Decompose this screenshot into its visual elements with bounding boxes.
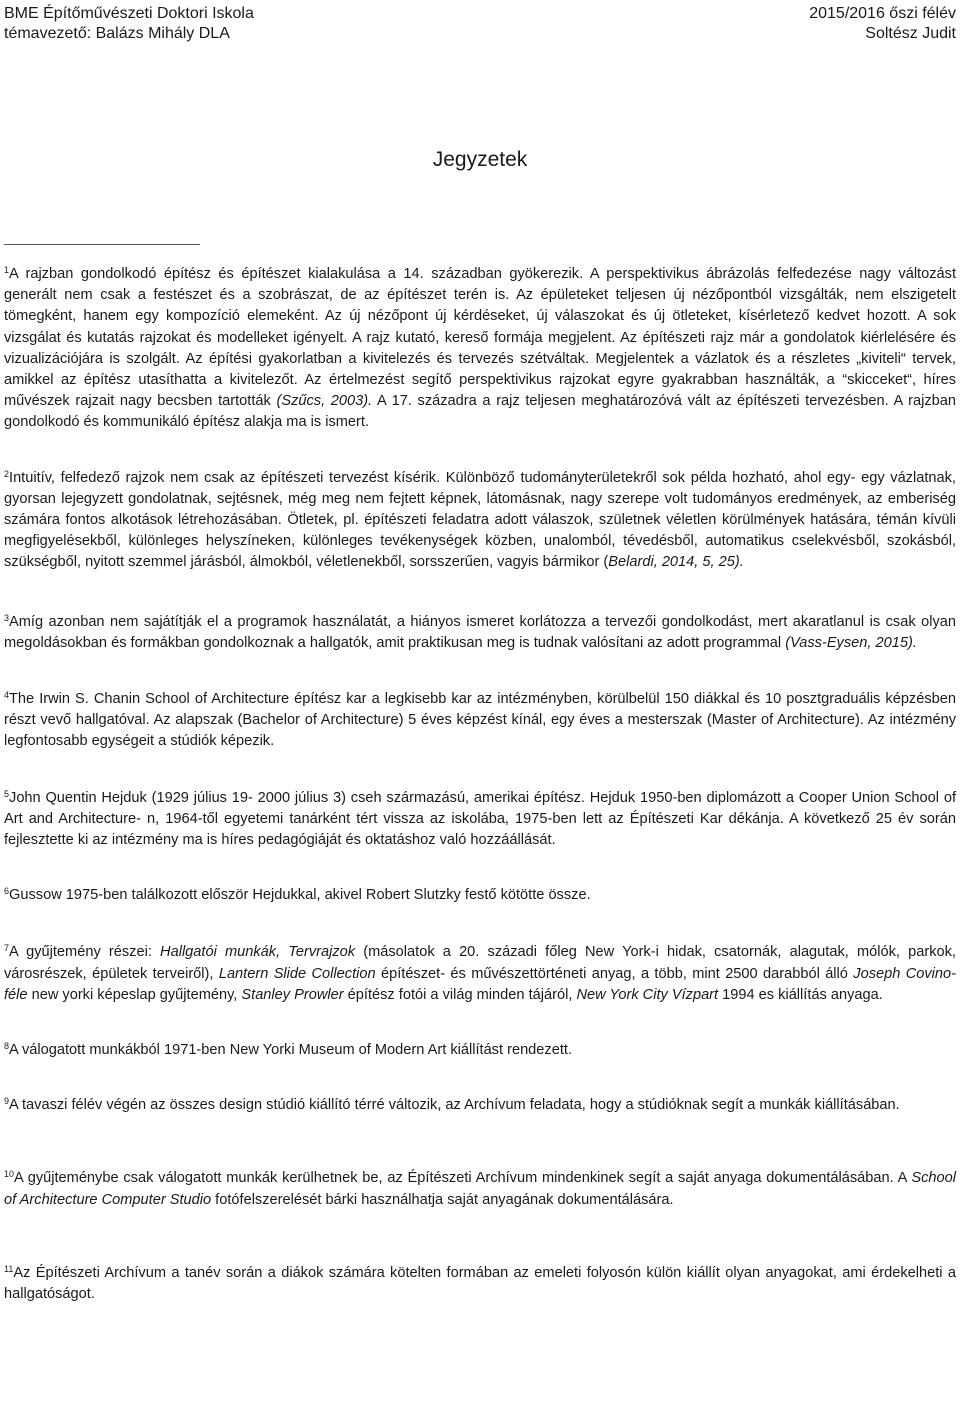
footnote-10: $^{10}$A gyűjteménybe csak válogatott munkák kerülhetnek be, az Építészeti Archívum mindenkinek segít a saját anyaga dokumentálásában. A School of Architecture Computer Studio fotófelszerelését bárki használhatja saját anyagának dokumentálására. — [4, 1169, 956, 1208]
page-header — [0, 0, 960, 50]
footnote-number: 1 — [4, 265, 10, 275]
footnote-8: $^8$A válogatott munkákból 1971-ben New Yorki Museum of Modern Art kiállítást rendezett. — [4, 1041, 572, 1059]
footnote-7: $^7$A gyűjtemény részei: Hallgatói munkák, Tervrajzok (másolatok a 20. századi főleg New York-i hidak, csatornák, alagutak, mólók, parkok, városrészek, épületek terveiről), Lantern Slide Collection építészet- és művészettörténeti anyag, a több, mint 2500 darabból álló Joseph Covino- féle new yorki képeslap gyűjtemény, Stanley Prowler építész fotói a világ minden tájáról, New York City Vízpart 1994 es kiállítás anyaga. — [4, 943, 956, 1003]
header-left — [4, 4, 254, 44]
author-name: Soltész Judit — [865, 25, 956, 42]
footnote-4: $^4$The Irwin S. Chanin School of Architecture építész kar a legkisebb kar az intézményben, körülbelül 150 diákkal és 10 posztgraduális képzésben részt vevő hallgatóval. Az alapszak (Bachelor of Architecture) 5 éves képzést kínál, egy éves a mesterszak (Master of Architecture). Az intézmény legfontosabb egységeit a stúdiók képezik. — [4, 690, 956, 750]
footnote-number: 11 — [4, 1263, 14, 1274]
footnote-number: 5 — [4, 788, 10, 799]
footnote-number: 8 — [4, 1041, 10, 1052]
footnote-1: $^1$A rajzban gondolkodó építész és építészet kialakulása a 14. században gyökerezik. A perspektivikus ábrázolás felfedezése nagy változást generált nem csak a festészet és a szobrászat, de az építészet terén is. Az épületeket teljesen új nézőpontból vizsgálták, nem elszigetelt tömegként, hanem egy kompozíció elemeként. Az új nézőpont új kérdéseket, új válaszokat és új ötleteket, kísérletező kedvet hozott. A sok vizsgálat és kutatás rajzokat és modelleket igényelt. A rajz kutató, kereső formája megjelent. Az építészeti rajz már a gondolatok kiérlelésére és vizualizációjára is szolgált. Az építési gyakorlatban a kivitelezés és tervezés szétváltak. Megjelentek a vázlatok és a részletes „kiviteli“ tervek, amikkel az építész utasíthatta a kivitelezőt. Az értelmezést segítő perspektivikus rajzokat egyre gyakrabban használták, a “skicceket“, híres művészek rajzait nagy becsben tartották (Szűcs, 2003). A 17. századra a rajz teljesen meghatározóvá vált az építészeti tervezésben. A rajzban gondolkodó és kommunikáló építész alakja ma is ismert. — [4, 265, 957, 431]
footnote-separator — [4, 244, 200, 245]
footnote-number: 7 — [4, 943, 10, 954]
footnote-3: $^3$Amíg azonban nem sajátítják el a programok használatát, a hiányos ismeret korlátozza a tervezői gondolkodást, mert akaratlanul is csak olyan megoldásokban és formákban gondolkoznak a hallgatók, amit praktikusan meg is tudnak valósítani az adott programmal (Vass-Eysen, 2015). — [4, 612, 956, 651]
footnote-number: 4 — [4, 690, 10, 701]
footnote-number: 2 — [4, 468, 10, 479]
footnote-11: $^{11}$Az Építészeti Archívum a tanév során a diákok számára kötelten formában az emeleti folyosón külön kiállít olyan anyagokat, ami érdekelheti a hallgatóságot. — [4, 1263, 956, 1303]
footnote-number: 3 — [4, 612, 10, 623]
footnote-9: $^9$A tavaszi félév végén az összes design stúdió kiállító térré változik, az Archívum feladata, hogy a stúdióknak segít a munkák kiállításában. — [4, 1096, 900, 1114]
school-name: BME Építőművészeti Doktori Iskola — [4, 5, 254, 22]
footnote-2: $^2$Intuitív, felfedező rajzok nem csak az építészeti tervezést kísérik. Különböző tudományterületekről sok példa hozható, ahol egy- egy vázlatnak, gyorsan lejegyzett gondolatnak, sejtésnek, még meg nem fejtett képnek, látomásnak, nagy szerepe volt tudományos eredmények, az emberiség számára fontos alkotások létrehozásában. Ötletek, pl. építészeti feladatra adott válaszok, születnek véletlen körülmények hatására, témán kívüli megfigyelésekből, különleges helyszíneken, különleges tevékenységek közben, unalomból, tévedésből, automatikus cselekvésből, szokásból, szükségből, nyitott szemmel járásból, álmokból, véletlenekből, sorsszerűen, vagyis bármikor (Belardi, 2014, 5, 25). — [4, 468, 956, 571]
footnote-number: 9 — [4, 1096, 10, 1107]
header-right — [809, 4, 956, 44]
page-title: Jegyzetek — [432, 148, 528, 171]
footnote-number: 6 — [4, 886, 10, 897]
semester: 2015/2016 őszi félév — [809, 5, 956, 22]
footnote-5: $^5$John Quentin Hejduk (1929 július 19- 2000 július 3) cseh származású, amerikai építész. Hejduk 1950-ben diplomázott a Cooper Union School of Art and Architecture- n, 1964-től egyetemi tanárként tért vissza az iskolába, 1975-ben lett az Építészeti Kar dékánja. A következő 25 év során fejlesztette ki az intézmény ma is híres pedagógiáját és oktatáshoz való hozzáállását. — [4, 788, 956, 849]
supervisor: témavezető: Balázs Mihály DLA — [4, 25, 230, 42]
footnotes — [4, 264, 956, 1305]
footnote-6: $^6$Gussow 1975-ben találkozott először Hejdukkal, akivel Robert Slutzky festő kötötte össze. — [4, 886, 591, 904]
footnote-number: 10 — [4, 1169, 15, 1180]
